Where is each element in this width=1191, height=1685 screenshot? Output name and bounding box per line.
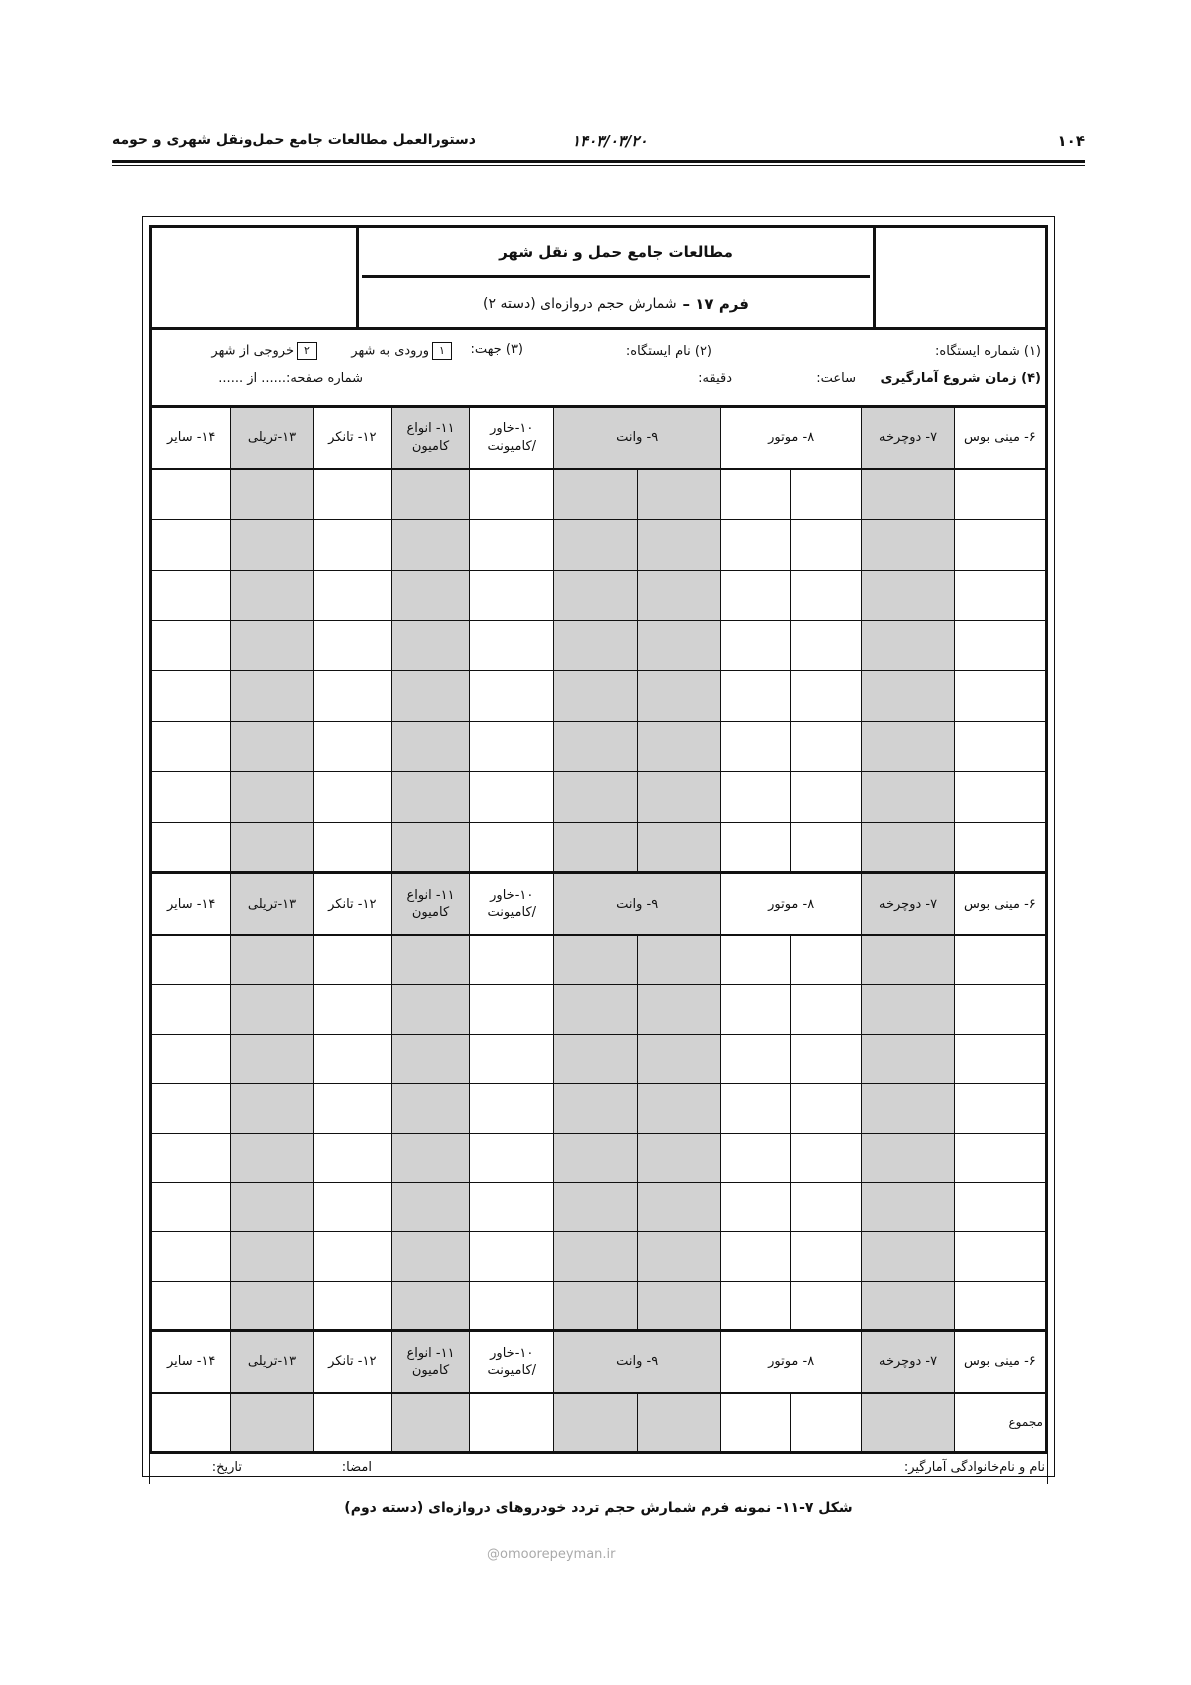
count-cell[interactable]	[313, 1232, 391, 1281]
count-cell[interactable]	[313, 985, 391, 1034]
count-cell[interactable]	[791, 671, 862, 721]
count-cell[interactable]	[862, 935, 954, 984]
col-motorcycle-header: ۸- موتور	[720, 1331, 861, 1394]
count-row	[151, 985, 1047, 1034]
col-pickup-header: ۹- وانت	[554, 1331, 721, 1394]
count-cell[interactable]	[391, 1281, 469, 1330]
count-cell[interactable]	[637, 671, 720, 721]
count-cell[interactable]	[554, 1182, 637, 1231]
count-cell[interactable]	[862, 671, 954, 721]
count-cell[interactable]	[954, 671, 1046, 721]
count-cell[interactable]	[470, 721, 554, 771]
total-cell[interactable]	[791, 1393, 862, 1452]
header-rule	[112, 160, 1085, 163]
count-cell[interactable]	[231, 570, 313, 620]
count-row	[151, 570, 1047, 620]
col-trailer-header: ۱۳-تریلی	[231, 1331, 313, 1394]
count-cell[interactable]	[151, 935, 231, 984]
count-cell[interactable]	[637, 1182, 720, 1231]
count-cell[interactable]	[313, 520, 391, 570]
count-cell[interactable]	[720, 822, 790, 872]
count-cell[interactable]	[391, 621, 469, 671]
count-cell[interactable]	[151, 520, 231, 570]
count-cell[interactable]	[231, 1084, 313, 1133]
count-cell[interactable]	[720, 721, 790, 771]
count-cell[interactable]	[151, 671, 231, 721]
count-cell[interactable]	[862, 822, 954, 872]
col-trailer-header: ۱۳-تریلی	[231, 873, 313, 936]
count-cell[interactable]	[791, 935, 862, 984]
count-row	[151, 671, 1047, 721]
count-cell[interactable]	[637, 1034, 720, 1083]
count-cell[interactable]	[391, 935, 469, 984]
count-cell[interactable]	[151, 1281, 231, 1330]
count-row	[151, 1034, 1047, 1083]
count-cell[interactable]	[554, 1232, 637, 1281]
logo-box-left	[152, 228, 359, 327]
col-pickup-header: ۹- وانت	[554, 873, 721, 936]
count-row	[151, 1281, 1047, 1330]
count-cell[interactable]	[791, 985, 862, 1034]
count-cell[interactable]	[637, 1133, 720, 1182]
count-cell[interactable]	[720, 1182, 790, 1231]
count-cell[interactable]	[954, 570, 1046, 620]
study-title: مطالعات جامع حمل و نقل شهر	[362, 228, 870, 278]
count-cell[interactable]	[231, 822, 313, 872]
direction-out-checkbox[interactable]: ۲	[297, 342, 317, 360]
count-cell[interactable]	[231, 935, 313, 984]
count-cell[interactable]	[151, 1232, 231, 1281]
count-cell[interactable]	[313, 621, 391, 671]
count-row	[151, 772, 1047, 822]
count-cell[interactable]	[862, 520, 954, 570]
count-table	[149, 405, 1048, 1454]
total-cell-minibus	[954, 1393, 1046, 1452]
form-subtitle: شمارش حجم دروازه‌ای (دسته ۲)	[483, 296, 677, 312]
count-cell[interactable]	[637, 570, 720, 620]
start-time-label: (۴) زمان شروع آمارگیری	[880, 371, 1041, 386]
count-cell[interactable]	[554, 520, 637, 570]
count-cell[interactable]	[470, 1133, 554, 1182]
count-row	[151, 520, 1047, 570]
count-cell[interactable]	[470, 671, 554, 721]
col-minibus-header: ۶- مینی بوس	[954, 873, 1046, 936]
count-cell[interactable]	[720, 1232, 790, 1281]
count-cell[interactable]	[391, 1232, 469, 1281]
count-cell[interactable]	[862, 1084, 954, 1133]
count-cell[interactable]	[720, 520, 790, 570]
direction-out-label: خروجی از شهر	[211, 343, 294, 359]
count-cell[interactable]	[862, 621, 954, 671]
count-cell[interactable]	[231, 721, 313, 771]
collector-name-label: نام و نام‌خانوادگی آمارگیر:	[903, 1460, 1045, 1475]
total-cell[interactable]	[151, 1393, 231, 1452]
total-cell[interactable]	[862, 1393, 954, 1452]
total-cell[interactable]	[637, 1393, 720, 1452]
count-cell[interactable]	[151, 772, 231, 822]
count-cell[interactable]	[470, 985, 554, 1034]
count-cell[interactable]	[554, 1084, 637, 1133]
count-cell[interactable]	[231, 772, 313, 822]
count-cell[interactable]	[554, 1133, 637, 1182]
count-cell[interactable]	[637, 721, 720, 771]
count-row	[151, 935, 1047, 984]
col-tanker-header: ۱۲- تانکر	[313, 873, 391, 936]
count-cell[interactable]	[720, 1084, 790, 1133]
count-cell[interactable]	[151, 570, 231, 620]
total-cell[interactable]	[470, 1393, 554, 1452]
count-cell[interactable]	[313, 721, 391, 771]
count-cell[interactable]	[554, 822, 637, 872]
col-khavar-header: ۱۰-خاور /کامیونت	[470, 1331, 554, 1394]
count-row	[151, 1182, 1047, 1231]
count-row	[151, 1084, 1047, 1133]
count-cell[interactable]	[151, 985, 231, 1034]
count-cell[interactable]	[791, 469, 862, 519]
count-cell[interactable]	[151, 1182, 231, 1231]
count-cell[interactable]	[313, 1084, 391, 1133]
col-trailer-header: ۱۳-تریلی	[231, 407, 313, 470]
watermark-text: @omoorepeyman.ir	[487, 1547, 616, 1562]
col-minibus-header: ۶- مینی بوس	[954, 407, 1046, 470]
count-cell[interactable]	[954, 1232, 1046, 1281]
count-cell[interactable]	[637, 822, 720, 872]
count-cell[interactable]	[313, 469, 391, 519]
station-number-label: (۱) شماره ایستگاه:	[935, 344, 1041, 359]
total-cell[interactable]	[720, 1393, 790, 1452]
count-cell[interactable]	[231, 1182, 313, 1231]
count-cell[interactable]	[391, 721, 469, 771]
count-cell[interactable]	[862, 570, 954, 620]
count-cell[interactable]	[637, 469, 720, 519]
count-cell[interactable]	[470, 772, 554, 822]
count-cell[interactable]	[470, 1232, 554, 1281]
col-khavar-header: ۱۰-خاور /کامیونت	[470, 407, 554, 470]
count-cell[interactable]	[554, 621, 637, 671]
count-cell[interactable]	[862, 1034, 954, 1083]
count-cell[interactable]	[954, 520, 1046, 570]
col-bicycle-header: ۷- دوچرخه	[862, 1331, 954, 1394]
col-motorcycle-header: ۸- موتور	[720, 873, 861, 936]
count-cell[interactable]	[391, 1034, 469, 1083]
count-cell[interactable]	[954, 985, 1046, 1034]
count-cell[interactable]	[391, 570, 469, 620]
count-row	[151, 1133, 1047, 1182]
count-cell[interactable]	[791, 570, 862, 620]
total-cell[interactable]	[313, 1393, 391, 1452]
count-cell[interactable]	[954, 1133, 1046, 1182]
count-cell[interactable]	[791, 822, 862, 872]
count-cell[interactable]	[954, 621, 1046, 671]
count-cell[interactable]	[151, 1034, 231, 1083]
count-cell[interactable]	[313, 1281, 391, 1330]
count-cell[interactable]	[954, 1084, 1046, 1133]
hour-label: ساعت:	[816, 371, 856, 386]
count-cell[interactable]	[313, 671, 391, 721]
col-other-header: ۱۴- سایر	[151, 1331, 231, 1394]
count-cell[interactable]	[637, 520, 720, 570]
count-cell[interactable]	[954, 935, 1046, 984]
page-number: ۱۰۴	[1057, 132, 1085, 150]
count-cell[interactable]	[720, 621, 790, 671]
count-cell[interactable]	[231, 985, 313, 1034]
count-cell[interactable]	[720, 469, 790, 519]
count-cell[interactable]	[151, 1133, 231, 1182]
count-row	[151, 469, 1047, 519]
count-cell[interactable]	[231, 520, 313, 570]
count-cell[interactable]	[151, 621, 231, 671]
count-cell[interactable]	[791, 1034, 862, 1083]
count-cell[interactable]	[637, 935, 720, 984]
count-cell[interactable]	[151, 721, 231, 771]
count-cell[interactable]	[791, 1084, 862, 1133]
count-cell[interactable]	[391, 772, 469, 822]
count-cell[interactable]	[313, 570, 391, 620]
form-title-block	[149, 225, 1048, 330]
station-info-block	[149, 330, 1048, 405]
count-cell[interactable]	[313, 1182, 391, 1231]
count-cell[interactable]	[637, 772, 720, 822]
count-cell[interactable]	[954, 1182, 1046, 1231]
count-cell[interactable]	[470, 935, 554, 984]
header-title: دستورالعمل مطالعات جامع حمل‌ونقل شهری و حومه	[112, 132, 476, 148]
count-cell[interactable]	[231, 1281, 313, 1330]
column-header-row	[151, 1331, 1047, 1394]
count-cell[interactable]	[231, 1232, 313, 1281]
count-cell[interactable]	[391, 1133, 469, 1182]
count-cell[interactable]	[313, 935, 391, 984]
count-cell[interactable]	[637, 621, 720, 671]
col-other-header: ۱۴- سایر	[151, 407, 231, 470]
count-cell[interactable]	[554, 1034, 637, 1083]
count-cell[interactable]	[862, 1182, 954, 1231]
form-number: فرم ۱۷ –	[682, 295, 749, 313]
count-cell[interactable]	[637, 985, 720, 1034]
count-cell[interactable]	[391, 822, 469, 872]
count-cell[interactable]	[231, 1133, 313, 1182]
total-cell[interactable]	[554, 1393, 637, 1452]
date-label: تاریخ:	[211, 1460, 242, 1475]
station-name-label: (۲) نام ایستگاه:	[625, 344, 712, 359]
direction-in-checkbox[interactable]: ۱	[432, 342, 452, 360]
count-cell[interactable]	[637, 1232, 720, 1281]
count-cell[interactable]	[391, 985, 469, 1034]
count-row	[151, 822, 1047, 872]
count-cell[interactable]	[791, 721, 862, 771]
signature-label: امضا:	[341, 1460, 372, 1475]
form-subtitle-row	[362, 281, 870, 327]
count-cell[interactable]	[791, 1281, 862, 1330]
count-cell[interactable]	[720, 985, 790, 1034]
count-cell[interactable]	[954, 822, 1046, 872]
count-cell[interactable]	[554, 570, 637, 620]
direction-in-option[interactable]	[351, 342, 455, 360]
count-cell[interactable]	[637, 1084, 720, 1133]
count-cell[interactable]	[720, 1281, 790, 1330]
count-cell[interactable]	[862, 1133, 954, 1182]
count-row	[151, 621, 1047, 671]
sheet-number-label: شماره صفحه:...... از ......	[218, 371, 363, 386]
minute-label: دقیقه:	[698, 371, 732, 386]
count-cell[interactable]	[391, 1084, 469, 1133]
count-row	[151, 721, 1047, 771]
count-cell[interactable]	[231, 1034, 313, 1083]
col-pickup-header: ۹- وانت	[554, 407, 721, 470]
direction-in-label: ورودی به شهر	[351, 343, 429, 359]
signature-row	[149, 1454, 1048, 1484]
count-cell[interactable]	[470, 520, 554, 570]
count-cell[interactable]	[791, 1182, 862, 1231]
count-cell[interactable]	[151, 822, 231, 872]
count-cell[interactable]	[791, 520, 862, 570]
count-cell[interactable]	[954, 469, 1046, 519]
total-label: مجموع	[1008, 1415, 1043, 1430]
count-cell[interactable]	[954, 721, 1046, 771]
total-cell[interactable]	[231, 1393, 313, 1452]
count-cell[interactable]	[554, 469, 637, 519]
logo-box-right	[873, 228, 1045, 327]
count-cell[interactable]	[862, 469, 954, 519]
count-cell[interactable]	[791, 772, 862, 822]
count-cell[interactable]	[470, 621, 554, 671]
count-cell[interactable]	[391, 520, 469, 570]
count-row	[151, 1232, 1047, 1281]
col-truck-header: ۱۱- انواع کامیون	[391, 873, 469, 936]
count-cell[interactable]	[862, 1232, 954, 1281]
count-cell[interactable]	[470, 822, 554, 872]
count-cell[interactable]	[862, 985, 954, 1034]
count-cell[interactable]	[720, 772, 790, 822]
count-cell[interactable]	[231, 621, 313, 671]
count-cell[interactable]	[720, 671, 790, 721]
count-cell[interactable]	[391, 469, 469, 519]
count-cell[interactable]	[313, 1133, 391, 1182]
count-cell[interactable]	[720, 570, 790, 620]
count-cell[interactable]	[470, 1182, 554, 1231]
count-cell[interactable]	[554, 772, 637, 822]
count-cell[interactable]	[637, 1281, 720, 1330]
col-truck-header: ۱۱- انواع کامیون	[391, 407, 469, 470]
count-cell[interactable]	[954, 772, 1046, 822]
count-cell[interactable]	[954, 1281, 1046, 1330]
count-cell[interactable]	[470, 570, 554, 620]
count-cell[interactable]	[720, 1133, 790, 1182]
count-cell[interactable]	[470, 1281, 554, 1330]
count-cell[interactable]	[231, 671, 313, 721]
count-cell[interactable]	[313, 1034, 391, 1083]
count-cell[interactable]	[231, 469, 313, 519]
count-cell[interactable]	[862, 772, 954, 822]
page-header	[112, 126, 1085, 168]
figure-caption: شکل ۷-۱۱- نمونه فرم شمارش حجم تردد خودروهای دروازه‌ای (دسته دوم)	[344, 1500, 853, 1516]
column-header-row	[151, 407, 1047, 470]
count-table-body	[151, 407, 1047, 1453]
col-other-header: ۱۴- سایر	[151, 873, 231, 936]
count-cell[interactable]	[954, 1034, 1046, 1083]
header-rule-thin	[112, 165, 1085, 166]
count-cell[interactable]	[554, 721, 637, 771]
count-cell[interactable]	[151, 1084, 231, 1133]
header-date: ۱۴۰۳/۰۳/۲۰	[572, 132, 648, 150]
col-khavar-header: ۱۰-خاور /کامیونت	[470, 873, 554, 936]
col-tanker-header: ۱۲- تانکر	[313, 407, 391, 470]
direction-label: (۳) جهت:	[470, 342, 523, 357]
total-row	[151, 1393, 1047, 1452]
col-minibus-header: ۶- مینی بوس	[954, 1331, 1046, 1394]
col-bicycle-header: ۷- دوچرخه	[862, 407, 954, 470]
count-cell[interactable]	[862, 1281, 954, 1330]
count-cell[interactable]	[554, 671, 637, 721]
count-cell[interactable]	[791, 621, 862, 671]
count-cell[interactable]	[791, 1133, 862, 1182]
count-cell[interactable]	[862, 721, 954, 771]
count-cell[interactable]	[554, 1281, 637, 1330]
col-tanker-header: ۱۲- تانکر	[313, 1331, 391, 1394]
count-cell[interactable]	[554, 935, 637, 984]
count-cell[interactable]	[470, 1034, 554, 1083]
count-cell[interactable]	[313, 822, 391, 872]
count-cell[interactable]	[720, 935, 790, 984]
column-header-row	[151, 873, 1047, 936]
count-cell[interactable]	[313, 772, 391, 822]
count-cell[interactable]	[791, 1232, 862, 1281]
count-cell[interactable]	[720, 1034, 790, 1083]
count-cell[interactable]	[391, 671, 469, 721]
count-cell[interactable]	[554, 985, 637, 1034]
col-motorcycle-header: ۸- موتور	[720, 407, 861, 470]
count-cell[interactable]	[151, 469, 231, 519]
direction-out-option[interactable]	[211, 342, 320, 360]
count-cell[interactable]	[470, 469, 554, 519]
count-cell[interactable]	[391, 1182, 469, 1231]
col-truck-header: ۱۱- انواع کامیون	[391, 1331, 469, 1394]
total-cell[interactable]	[391, 1393, 469, 1452]
count-cell[interactable]	[470, 1084, 554, 1133]
col-bicycle-header: ۷- دوچرخه	[862, 873, 954, 936]
